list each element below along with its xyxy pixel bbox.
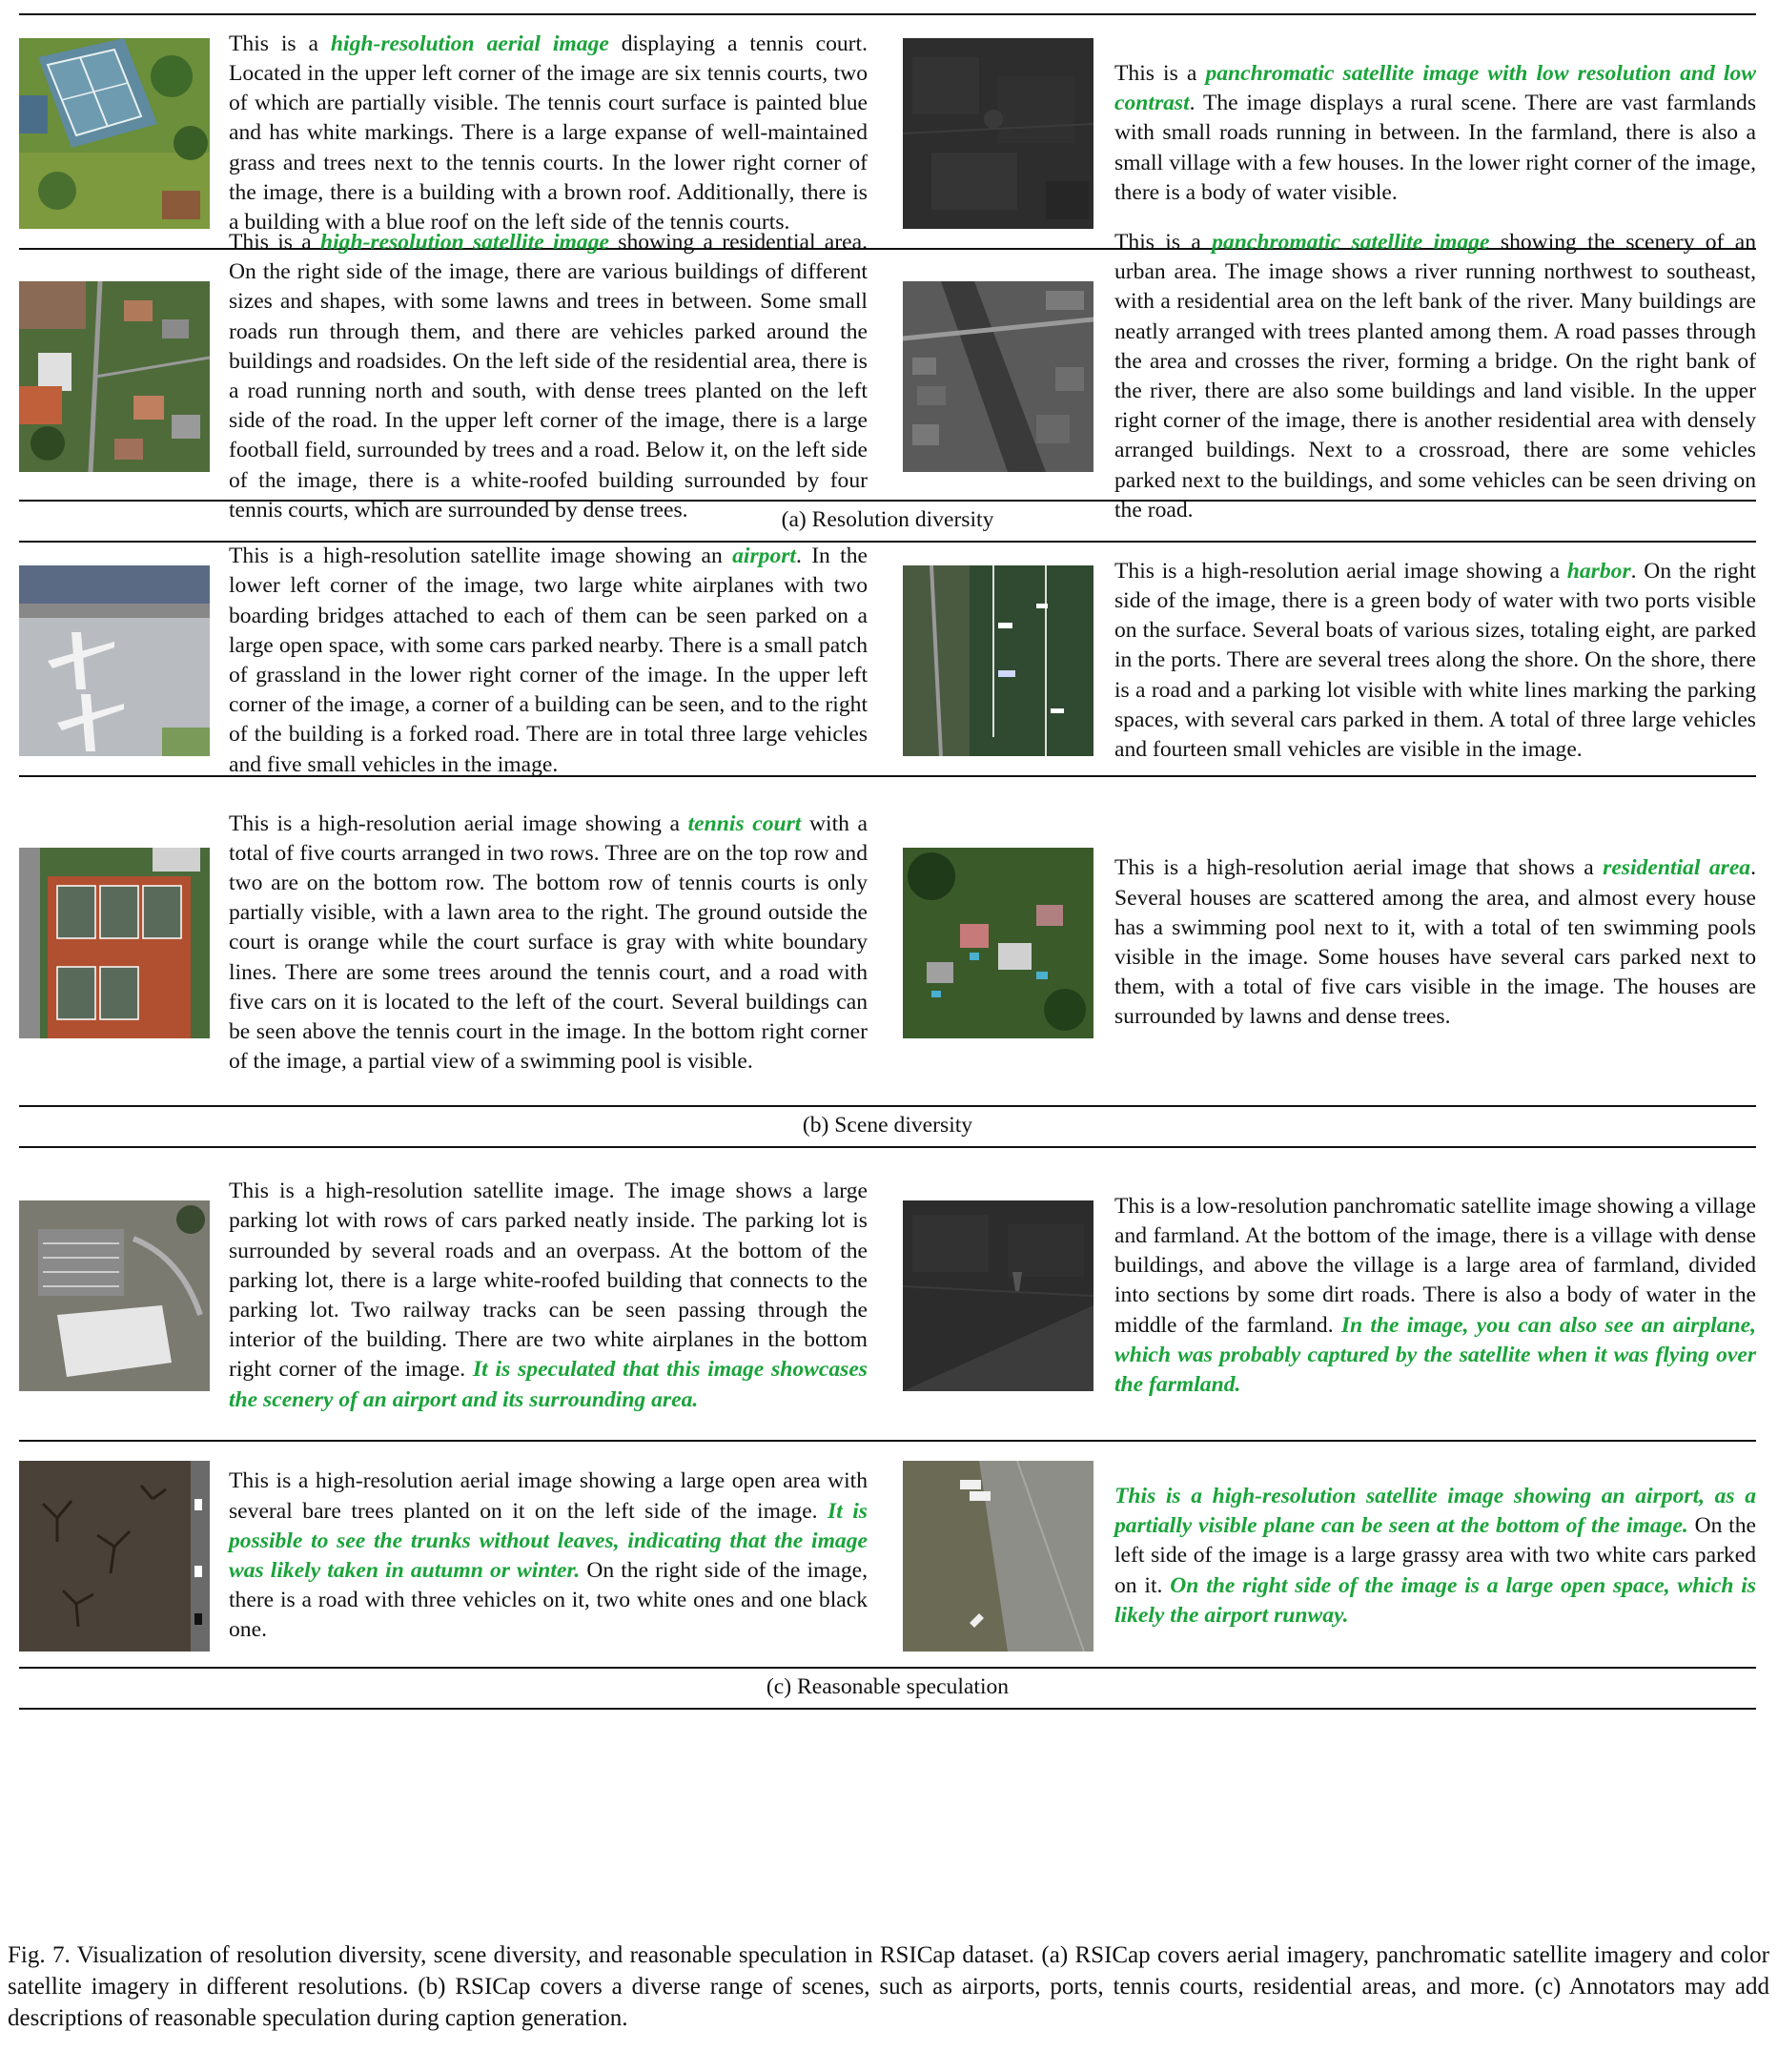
emphasis-text: It is possible to see the trunks without leaves, indicating that the image was likely taken in autumn or winter.	[229, 1498, 868, 1583]
caption-text: This is a high-resolution aerial image showing a large open area with several bare trees planted on it on the left side of the image.	[229, 1468, 868, 1524]
village-farmland-panchromatic-image	[903, 1200, 1093, 1391]
panel-cell	[903, 1455, 1756, 1657]
caption-text: This is a	[229, 229, 320, 255]
emphasis-text: tennis court	[687, 810, 802, 836]
caption-text: This is a low-resolution panchromatic satellite image showing a village and farmland. At the bottom of the image, there is a village with dense buildings, and above the village is a large area of farmland, divided into sections by some dirt roads. There is also a body of water in the middle of the farmland.	[1114, 1193, 1756, 1338]
panel-cell	[19, 1455, 868, 1657]
caption-text: This is a high-resolution aerial image showing a	[229, 810, 688, 836]
panel-cell	[903, 229, 1756, 523]
caption-text: . The image displays a rural scene. There are vast farmlands with small roads running in between. In the farmland, there is also a small village with a few houses. In the lower right corner of the image, there is a body of water visible.	[1114, 91, 1756, 205]
figure-caption: Fig. 7. Visualization of resolution diversity, scene diversity, and reasonable speculation in RSICap dataset. (a) RSICap covers aerial imagery, panchromatic satellite imagery and color satellite imagery in different resolutions. (b) RSICap covers a diverse range of scenes, such as airports, ports, tennis courts, residential areas, and more. (c) Annotators may add descriptions of reasonable speculation during caption generation.	[8, 1942, 1769, 2031]
panel-cell	[19, 1161, 868, 1430]
caption-text: On the right side of the image, there is a road with three vehicles on it, two white ones and one black one.	[229, 1558, 869, 1643]
caption-text: . In the lower left corner of the image, two large white airplanes with two boarding bridges attached to each of them can be seen parked on a large open space, with some cars parked nearby. There is a small patch of grassland in the lower right corner of the image. In the upper left corner of the image, a corner of a building can be seen, and to the right of the building is a forked road. There are in total three large vehicles and five small vehicles in the image.	[229, 544, 868, 777]
emphasis-text: In the image, you can also see an airplane, which was probably captured by the satellite when it was flying over the farmland.	[1114, 1312, 1756, 1397]
emphasis-text: high-resolution satellite image	[319, 229, 609, 255]
caption-text: This is a	[1114, 229, 1213, 255]
emphasis-text: airport	[732, 544, 796, 569]
panel-cell	[19, 544, 868, 777]
caption	[229, 228, 868, 525]
caption-text: This is a high-resolution aerial image that shows a	[1114, 855, 1604, 881]
emphasis-text: On the right side of the image is a large open space, which is likely the airport runway.	[1114, 1572, 1756, 1628]
caption	[229, 30, 868, 237]
caption-text: This is a high-resolution aerial image showing a	[1114, 558, 1567, 584]
emphasis-text: This is a high-resolution satellite image showing an airport, as a partially visible plane can be seen at the bottom of the image.	[1114, 1483, 1756, 1539]
emphasis-text: harbor	[1566, 558, 1631, 584]
panel-cell	[903, 29, 1756, 238]
harbor-image	[903, 565, 1093, 756]
caption-text: with a total of five courts arranged in two rows. Three are on the top row and two are on the bottom row. The bottom row of tennis courts is only partially visible, with a lawn area to the right. The ground outside the court is orange while the court surface is gray with white boundary lines. There are some trees around the tennis court, and a road with five cars on it is located to the left of the court. Several buildings can be seen above the tennis court in the image. In the bottom right corner of the image, a partial view of a swimming pool is visible.	[229, 810, 868, 1075]
figure	[19, 13, 1756, 1710]
panel-cell	[19, 229, 868, 523]
caption-text: showing the scenery of an urban area. The image shows a river running northwest to southeast, with a residential area on the left bank of the river. Many buildings are neatly arranged with trees planted among them. A road passes through the area and crosses the river, forming a bridge. On the right bank of the river, there are also some buildings and land visible. In the upper right corner of the image, there is another residential area with densely arranged buildings. Next to a crossroad, there are some vehicles parked next to the buildings, and some vehicles can be seen driving on the road.	[1114, 229, 1756, 523]
panel-cell	[903, 1161, 1756, 1430]
airport-runway-image	[903, 1461, 1093, 1651]
caption-text: . Several houses are scattered among the area, and almost every house has a swimming pool next to it, with a total of ten swimming pools visible in the image. Some houses have several cars parked next to them, with a total of five cars visible in the image. The houses are surrounded by lawns and dense trees.	[1114, 855, 1756, 1030]
emphasis-text: residential area	[1603, 855, 1751, 881]
urban-river-panchromatic-image	[903, 281, 1093, 472]
figure-row	[19, 1148, 1756, 1442]
figure-row	[19, 15, 1756, 250]
sublabel-a: (a) Resolution diversity	[19, 502, 1756, 543]
residential-satellite-image	[19, 281, 210, 472]
panel-cell	[19, 790, 868, 1096]
emphasis-text: panchromatic satellite image with low resolution and low contrast	[1114, 60, 1756, 116]
panel-cell	[19, 29, 868, 238]
bare-trees-image	[19, 1461, 210, 1651]
caption-text: displaying a tennis court. Located in the upper left corner of the image are six tennis courts, two of which are partially visible. The tennis court surface is painted blue and has white markings. There is a large expanse of well-maintained grass and trees next to the tennis courts. In the lower right corner of the image, there is a building with a brown roof. Additionally, there is a building with a blue roof on the left side of the tennis courts.	[229, 31, 868, 235]
panel-cell	[903, 790, 1756, 1096]
section-resolution-diversity	[19, 13, 1756, 543]
caption-text: This is a high-resolution satellite image. The image shows a large parking lot with rows of cars parked neatly inside. The parking lot is surrounded by several roads and an overpass. At the bottom of the parking lot, there is a large white-roofed building that connects to the parking lot. Two railway tracks can be seen passing through the interior of the building. There are two white airplanes in the bottom right corner of the image.	[229, 1179, 868, 1383]
caption	[1114, 853, 1756, 1032]
caption	[1114, 1482, 1756, 1631]
airport-image	[19, 565, 210, 756]
sublabel-b: (b) Scene diversity	[19, 1107, 1756, 1148]
section-reasonable-speculation	[19, 1148, 1756, 1710]
section-scene-diversity	[19, 543, 1756, 1148]
residential-pools-image	[903, 848, 1093, 1038]
figure-row	[19, 777, 1756, 1107]
caption	[229, 810, 868, 1077]
tennis-courts-image	[19, 848, 210, 1038]
caption	[229, 1467, 868, 1645]
caption	[229, 1177, 868, 1415]
emphasis-text: high-resolution aerial image	[330, 31, 609, 56]
figure-row	[19, 1442, 1756, 1667]
tennis-court-aerial-image	[19, 38, 210, 229]
caption-text: . On the right side of the image, there is a green body of water with two ports visible on the surface. Several boats of various sizes, totaling eight, are parked in the ports. There are several trees along the shore. On the shore, there is a road and a parking lot visible with white lines marking the parking spaces, with several cars parked in them. A total of three large vehicles and fourteen small vehicles are visible in the image.	[1114, 558, 1756, 762]
rural-panchromatic-low-contrast-image	[903, 38, 1093, 229]
caption	[1114, 59, 1756, 208]
caption	[1114, 1192, 1756, 1400]
emphasis-text: It is speculated that this image showcases the scenery of an airport and its surrounding area.	[229, 1357, 868, 1412]
caption-text: This is a high-resolution satellite image showing an	[229, 544, 733, 569]
emphasis-text: panchromatic satellite image	[1212, 229, 1490, 255]
caption-text: This is a	[1114, 60, 1206, 86]
caption-text: showing a residential area. On the right side of the image, there are various buildings of different sizes and shapes, with some lawns and trees in between. Some small roads run through them, and there are vehicles parked around the buildings and roadsides. On the left side of the residential area, there is a road running north and south, with dense trees planted on the left side of the road. In the upper left corner of the image, there is a large football field, surrounded by trees and a road. Below it, on the left side of the image, there is a white-roofed building surrounded by four tennis courts, which are surrounded by dense trees.	[229, 229, 868, 523]
caption	[1114, 228, 1756, 525]
caption	[1114, 557, 1756, 765]
parking-lot-airport-image	[19, 1200, 210, 1391]
sublabel-c: (c) Reasonable speculation	[19, 1667, 1756, 1710]
caption-text: This is a	[229, 31, 331, 56]
caption-text: On the left side of the image is a large grassy area with two white cars parked on it.	[1114, 1513, 1756, 1598]
caption	[229, 542, 868, 780]
figure-row	[19, 543, 1756, 777]
panel-cell	[903, 556, 1756, 766]
